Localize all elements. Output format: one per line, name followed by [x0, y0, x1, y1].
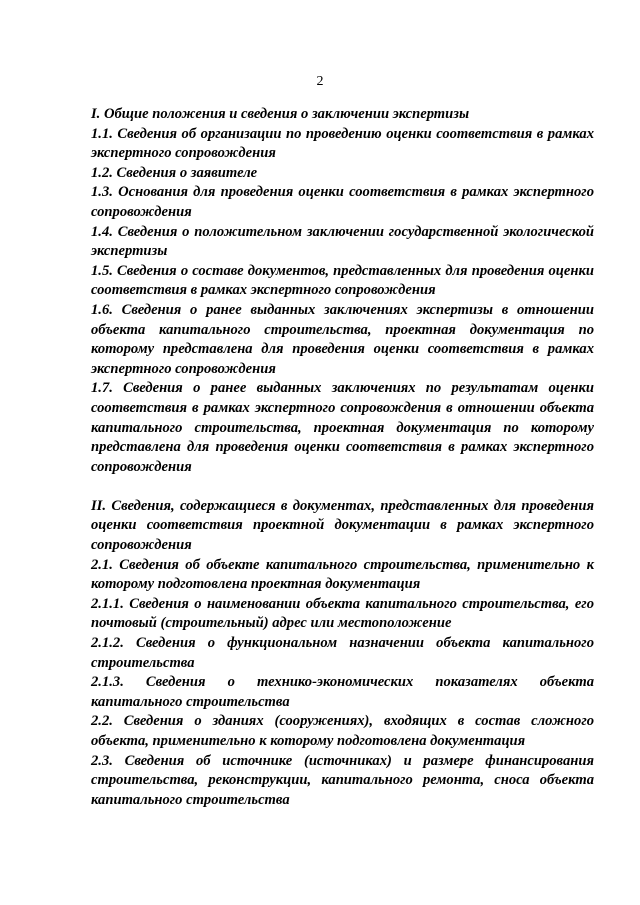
toc-item-1-5: 1.5. Сведения о составе документов, представленных для проведения оценки соответствия в рамках экспертного сопровождения [91, 262, 594, 299]
toc-item-1-7: 1.7. Сведения о ранее выданных заключениях по результатам оценки соответствия в рамках экспертного сопровождения в отношении объекта капитального строительства, проектная документация по которому представлена для проведения оценки соответствия в рамках экспертного сопровождения [91, 380, 594, 475]
toc-item-1-1: 1.1. Сведения об организации по проведению оценки соответствия в рамках экспертного сопровождения [91, 125, 594, 162]
toc-item-2-1-1: 2.1.1. Сведения о наименовании объекта капитального строительства, его почтовый (строительный) адрес или местоположение [91, 595, 594, 632]
toc-item-2-3: 2.3. Сведения об источнике (источниках) и размере финансирования строительства, реконструкции, капитального ремонта, сноса объекта капитального строительства [91, 752, 594, 808]
toc-item-1-2: 1.2. Сведения о заявителе [91, 164, 258, 181]
toc-item-1-4: 1.4. Сведения о положительном заключении государственной экологической экспертизы [91, 223, 594, 260]
toc-item-2-1-3: 2.1.3. Сведения о технико-экономических показателях объекта капитального строительства [91, 674, 594, 710]
toc-item-1-3: 1.3. Основания для проведения оценки соответствия в рамках экспертного сопровождения [91, 184, 594, 220]
toc-item-1-6: 1.6. Сведения о ранее выданных заключениях экспертизы в отношении объекта капитального строительства, проектная документация по которому представлена для проведения оценки соответствия в рамках экспертного сопровождения [91, 301, 594, 377]
toc-item-2-2: 2.2. Сведения о зданиях (сооружениях), входящих в состав сложного объекта, применительно к которому подготовлена документация [91, 713, 594, 749]
toc-item-2-1: 2.1. Сведения об объекте капитального строительства, применительно к которому подготовлена проектная документация [91, 556, 594, 593]
page-number: 2 [316, 74, 324, 89]
table-of-contents [91, 105, 594, 810]
toc-item-2-1-2: 2.1.2. Сведения о функциональном назначении объекта капитального строительства [91, 635, 594, 671]
section-2-title: II. Сведения, содержащиеся в документах, представленных для проведения оценки соответствия проектной документации в рамках экспертного сопровождения [91, 497, 594, 554]
section-1-title: I. Общие положения и сведения о заключении экспертизы [91, 106, 470, 122]
